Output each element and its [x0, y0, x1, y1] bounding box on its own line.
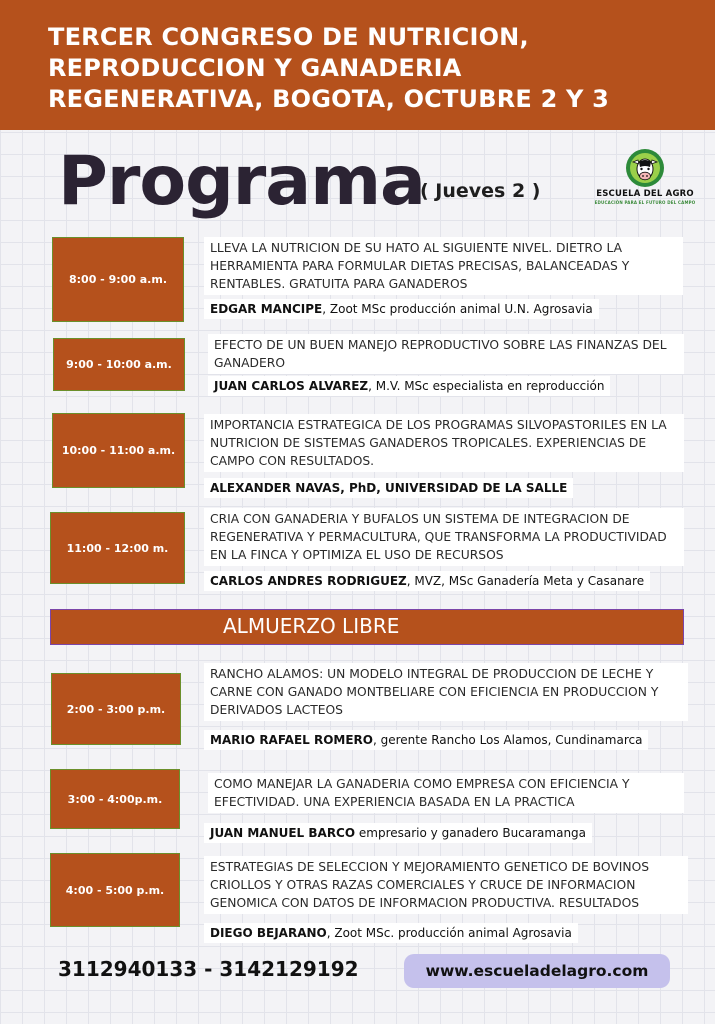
speaker-name: JUAN MANUEL BARCO — [210, 826, 356, 840]
logo-name: ESCUELA DEL AGRO — [596, 189, 694, 199]
speaker-name: CARLOS ANDRES RODRIGUEZ — [210, 574, 407, 588]
speaker-credentials: , Zoot MSc. producción animal Agrosavia — [326, 926, 572, 940]
website-link[interactable]: www.escueladelagro.com — [404, 954, 670, 988]
session-speaker — [204, 478, 573, 498]
event-title-line: TERCER CONGRESO DE NUTRICION, — [48, 23, 529, 51]
session-description: EFECTO DE UN BUEN MANEJO REPRODUCTIVO SOBRE LAS FINANZAS DEL GANADERO — [208, 334, 684, 374]
session-description: RANCHO ALAMOS: UN MODELO INTEGRAL DE PRODUCCION DE LECHE Y CARNE CON GANADO MONTBELIARE CON EFICIENCIA EN PRODUCCION Y DERIVADOS LACTEOS — [204, 663, 688, 721]
speaker-credentials: , M.V. MSc especialista en reproducción — [368, 379, 605, 393]
program-title: Programa — [58, 142, 425, 221]
session-speaker — [204, 923, 578, 943]
session-time: 10:00 - 11:00 a.m. — [52, 413, 185, 488]
session-description: LLEVA LA NUTRICION DE SU HATO AL SIGUIENTE NIVEL. DIETRO LA HERRAMIENTA PARA FORMULAR DIETAS PRECISAS, BALANCEADAS Y RENTABLES. GRATUITA PARA GANADEROS — [204, 237, 683, 295]
cow-icon — [624, 148, 666, 188]
speaker-name: EDGAR MANCIPE — [210, 302, 323, 316]
speaker-name: MARIO RAFAEL ROMERO — [210, 733, 373, 747]
lunch-break-banner: ALMUERZO LIBRE — [50, 609, 684, 645]
speaker-name: ALEXANDER NAVAS, PhD, UNIVERSIDAD DE LA SALLE — [210, 481, 568, 495]
speaker-name: JUAN CARLOS ALVAREZ — [214, 379, 369, 393]
session-speaker — [204, 823, 592, 843]
event-title-line: REGENERATIVA, BOGOTA, OCTUBRE 2 Y 3 — [48, 85, 610, 113]
program-day: ( Jueves 2 ) — [420, 180, 541, 202]
session-time: 2:00 - 3:00 p.m. — [51, 673, 181, 745]
session-time: 4:00 - 5:00 p.m. — [50, 853, 180, 927]
speaker-credentials: empresario y ganadero Bucaramanga — [355, 826, 587, 840]
event-title-line: REPRODUCCION Y GANADERIA — [48, 54, 462, 82]
speaker-credentials: , gerente Rancho Los Alamos, Cundinamarca — [373, 733, 643, 747]
header-banner — [0, 0, 715, 130]
speaker-name: DIEGO BEJARANO — [210, 926, 327, 940]
event-title — [48, 22, 698, 115]
session-time: 9:00 - 10:00 a.m. — [53, 338, 185, 391]
session-time: 3:00 - 4:00p.m. — [50, 769, 180, 829]
escuela-del-agro-logo — [590, 148, 700, 212]
session-description: IMPORTANCIA ESTRATEGICA DE LOS PROGRAMAS SILVOPASTORILES EN LA NUTRICION DE SISTEMAS GANADEROS TROPICALES. EXPERIENCIAS DE CAMPO CON RESULTADOS. — [204, 414, 684, 472]
session-description: COMO MANEJAR LA GANADERIA COMO EMPRESA CON EFICIENCIA Y EFECTIVIDAD. UNA EXPERIENCIA BASADA EN LA PRACTICA — [208, 773, 684, 813]
session-time: 8:00 - 9:00 a.m. — [52, 237, 184, 322]
contact-phones: 3112940133 - 3142129192 — [58, 957, 359, 981]
session-speaker — [208, 376, 610, 396]
session-speaker — [204, 730, 648, 750]
session-speaker — [204, 299, 599, 319]
session-time: 11:00 - 12:00 m. — [50, 512, 185, 584]
speaker-credentials: , MVZ, MSc Ganadería Meta y Casanare — [406, 574, 645, 588]
logo-tagline: EDUCACIÓN PARA EL FUTURO DEL CAMPO — [594, 200, 696, 205]
speaker-credentials: , Zoot MSc producción animal U.N. Agrosavia — [322, 302, 593, 316]
session-description: CRIA CON GANADERIA Y BUFALOS UN SISTEMA DE INTEGRACION DE REGENERATIVA Y PERMACULTURA, QUE TRANSFORMA LA PRODUCTIVIDAD EN LA FINCA Y OPTIMIZA EL USO DE RECURSOS — [204, 508, 684, 566]
session-speaker — [204, 571, 650, 591]
session-description: ESTRATEGIAS DE SELECCION Y MEJORAMIENTO GENETICO DE BOVINOS CRIOLLOS Y OTRAS RAZAS COMERCIALES Y CRUCE DE INFORMACION GENOMICA CON DATOS DE INFORMACION PRODUCTIVA. RESULTADOS — [204, 856, 688, 914]
